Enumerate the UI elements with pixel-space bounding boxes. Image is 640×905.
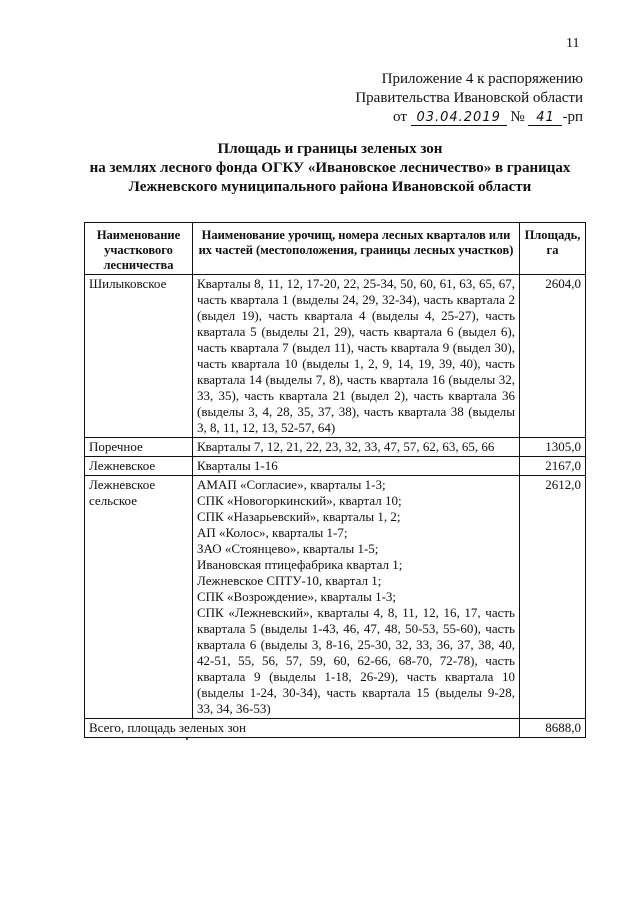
row-name: Лежневское bbox=[85, 457, 193, 476]
title-line-3: Лежневского муниципального района Ивановской области bbox=[128, 179, 532, 195]
entry-paragraph: СПК «Лежневский», кварталы 4, 8, 11, 12, 16, 17, часть квартала 5 (выделы 1-43, 46, 47, 48, 50-53, 55-60), часть квартала 6 (выделы 3, 8-16, 25-30, 32, 33, 36, 37, 38, 40, 42-51, 55, 56, 57, 59, 60, 62-66, 68-70, 72-78), часть квартала 9 (выделы 1-18, 26-29), часть квартала 10 (выделы 1-24, 30-34), часть квартала 15 (выделы 9-28, 33, 34, 36-53) bbox=[197, 605, 515, 716]
header-forestry: Наименование участкового лесничества bbox=[85, 223, 193, 275]
entry-line: СПК «Возрождение», кварталы 1-3; bbox=[197, 589, 397, 604]
total-row bbox=[85, 719, 586, 738]
entry-line: Ивановская птицефабрика квартал 1; bbox=[197, 557, 403, 572]
row-description: Кварталы 7, 12, 21, 22, 23, 32, 33, 47, 57, 62, 63, 65, 66 bbox=[193, 438, 520, 457]
row-area: 2167,0 bbox=[520, 457, 586, 476]
row-area: 1305,0 bbox=[520, 438, 586, 457]
table-header-row bbox=[85, 223, 586, 275]
row-name: Лежневское сельское bbox=[85, 476, 193, 719]
order-date: 03.04.2019 bbox=[416, 110, 501, 125]
appendix-line-1: Приложение 4 к распоряжению bbox=[381, 71, 583, 87]
entry-line: СПК «Назарьевский», кварталы 1, 2; bbox=[197, 509, 401, 524]
total-area: 8688,0 bbox=[520, 719, 586, 738]
appendix-line-2: Правительства Ивановской области bbox=[355, 90, 583, 106]
header-area: Площадь, га bbox=[520, 223, 586, 275]
number-sign: № bbox=[510, 109, 525, 125]
entry-line: ЗАО «Стоянцево», кварталы 1-5; bbox=[197, 541, 379, 556]
row-area: 2612,0 bbox=[520, 476, 586, 719]
entry-line: СПК «Новогоркинский», квартал 10; bbox=[197, 493, 402, 508]
header-description: Наименование урочищ, номера лесных кварталов или их частей (местоположения, границы лесных участков) bbox=[193, 223, 520, 275]
row-name: Поречное bbox=[85, 438, 193, 457]
scan-speck bbox=[186, 738, 188, 740]
order-number: 41 bbox=[536, 110, 555, 125]
table-row bbox=[85, 457, 586, 476]
table-row bbox=[85, 275, 586, 438]
entry-line: АМАП «Согласие», кварталы 1-3; bbox=[197, 477, 386, 492]
document-title bbox=[60, 140, 600, 197]
row-area: 2604,0 bbox=[520, 275, 586, 438]
table-row bbox=[85, 438, 586, 457]
order-suffix: -рп bbox=[562, 109, 583, 125]
appendix-date-line bbox=[355, 108, 583, 127]
row-description: Кварталы 1-16 bbox=[193, 457, 520, 476]
title-line-1: Площадь и границы зеленых зон bbox=[217, 141, 443, 157]
page-number: 11 bbox=[566, 36, 580, 51]
entry-line: Лежневское СПТУ-10, квартал 1; bbox=[197, 573, 382, 588]
row-description bbox=[193, 476, 520, 719]
title-line-2: на землях лесного фонда ОГКУ «Ивановское лесничество» в границах bbox=[89, 160, 571, 176]
entry-line: АП «Колос», кварталы 1-7; bbox=[197, 525, 348, 540]
appendix-header bbox=[355, 70, 583, 127]
row-name: Шилыковское bbox=[85, 275, 193, 438]
table-row bbox=[85, 476, 586, 719]
total-label: Всего, площадь зеленых зон bbox=[85, 719, 520, 738]
green-zones-table bbox=[84, 222, 586, 738]
row-description: Кварталы 8, 11, 12, 17-20, 22, 25-34, 50, 60, 61, 63, 65, 67, часть квартала 1 (выделы 24, 29, 32-34), часть квартала 2 (выдел 19), часть квартала 4 (выделы 4, 25-27), часть квартала 5 (выделы 21, 29), часть квартала 6 (выдел 6), часть квартала 7 (выдел 11), часть квартала 9 (выдел 30), часть квартала 10 (выделы 1, 2, 9, 14, 19, 39, 40), часть квартала 14 (выделы 7, 8), часть квартала 16 (выделы 32, 33, 35), часть квартала 21 (выдел 2), часть квартала 36 (выделы 3, 4, 28, 35, 37, 38), часть квартала 38 (выделы 3, 8, 11, 12, 13, 52-57, 64) bbox=[193, 275, 520, 438]
from-label: от bbox=[393, 109, 407, 125]
